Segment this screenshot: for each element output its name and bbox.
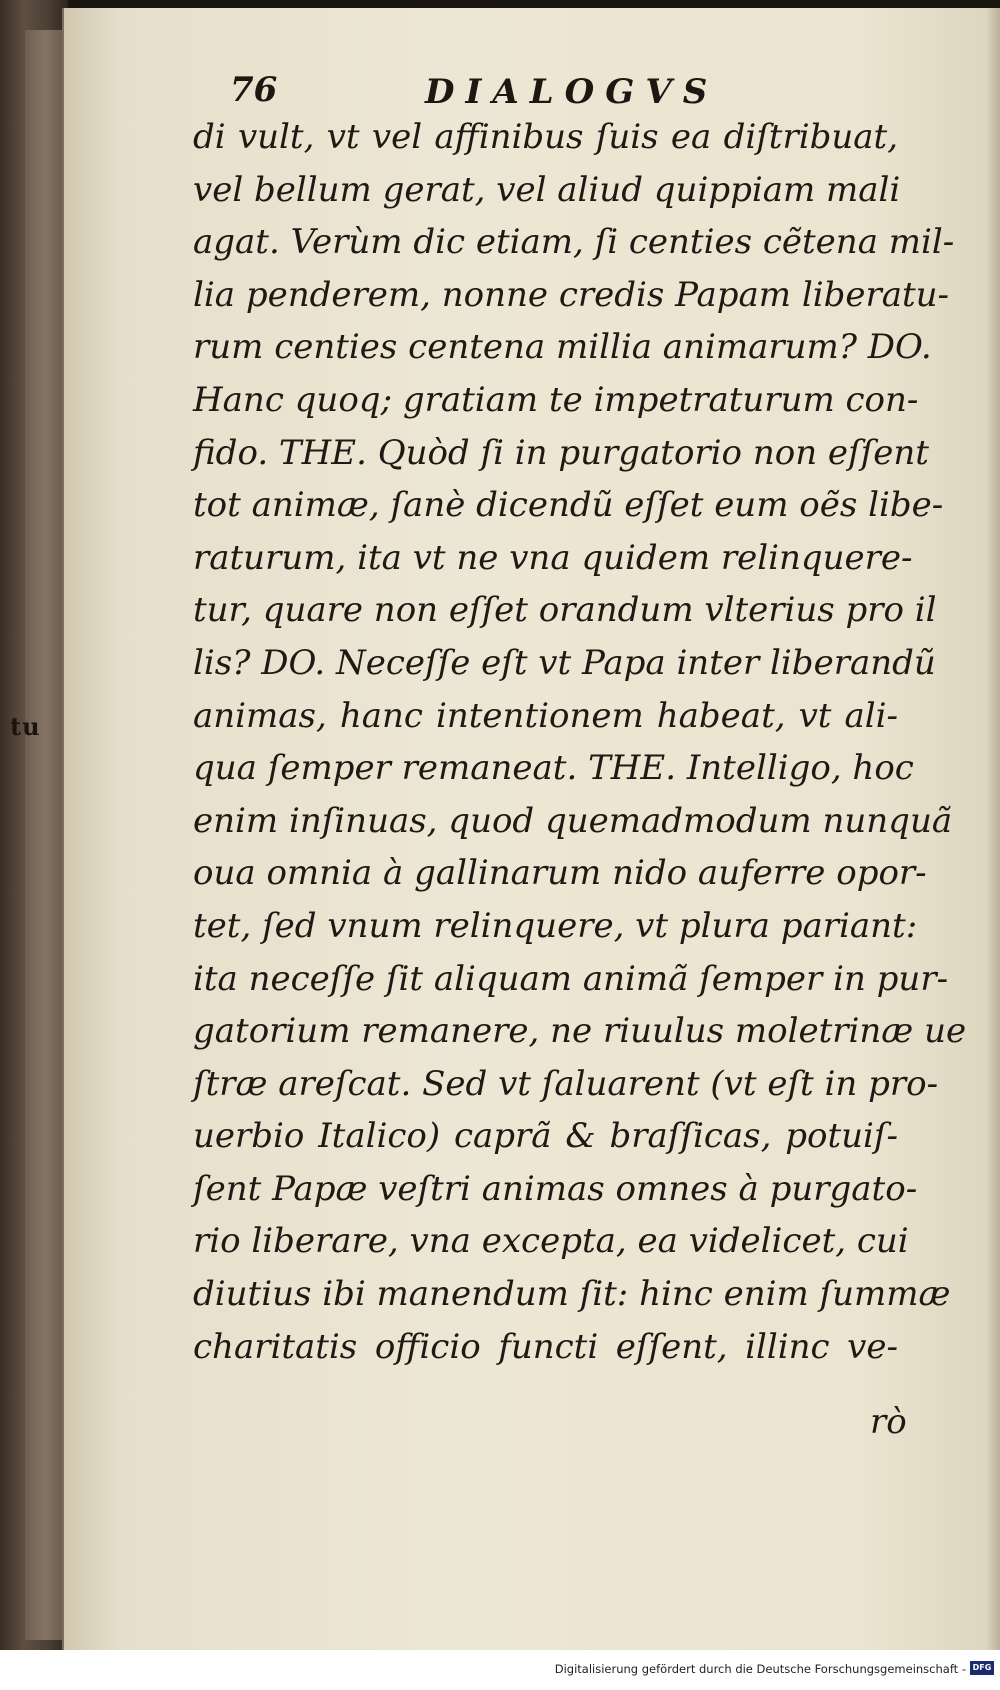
text-line: diutius ibi manendum ſit: hinc enim ſummæ xyxy=(193,1274,951,1315)
text-line: Hanc quoq; gratiam te impetraturum con- xyxy=(193,379,919,420)
margin-fragment: tu xyxy=(10,712,41,741)
page-number: 76 xyxy=(230,70,278,110)
text-line: oua omnia à gallinarum nido auferre opor- xyxy=(193,853,927,894)
text-line: tur, quare non eſſet orandum vlterius pro il xyxy=(193,590,937,631)
text-line: ſtræ areſcat. Sed vt ſaluarent (vt eſt in pro- xyxy=(193,1063,939,1104)
digitization-credit: Digitalisierung gefördert durch die Deutsche Forschungsgemeinschaft - xyxy=(554,1662,966,1676)
body-text xyxy=(193,111,967,1373)
running-head: DIALOGVS xyxy=(425,72,719,112)
text-line: qua ſemper remaneat. THE. Intelligo, hoc xyxy=(193,748,914,789)
text-line: uerbio Italico) caprã & braſſicas, potuiſ- xyxy=(193,1116,898,1157)
text-line: agat. Verùm dic etiam, ſi centies cẽtena mil- xyxy=(193,222,955,263)
text-line: ſent Papæ veſtri animas omnes à purgato- xyxy=(193,1168,918,1209)
text-line: ita neceſſe ſit aliquam animã ſemper in pur- xyxy=(193,958,949,999)
text-line: tet, ſed vnum relinquere, vt plura pariant: xyxy=(193,905,918,946)
catchword: rò xyxy=(870,1402,907,1442)
text-line: di vult, vt vel affinibus ſuis ea diſtribuat, xyxy=(193,117,898,157)
text-line: gatorium remanere, ne riuulus moletrinæ ue xyxy=(193,1011,967,1052)
text-line: rio liberare, vna excepta, ea videlicet, cui xyxy=(193,1221,909,1262)
text-line: charitatis officio functi eſſent, illinc ve- xyxy=(193,1326,898,1367)
text-line: rum centies centena millia animarum? DO. xyxy=(193,327,932,368)
text-line: enim inſinuas, quod quemadmodum nunquã xyxy=(193,800,953,841)
text-line: raturum, ita vt ne vna quidem relinquere- xyxy=(193,537,913,578)
book-binding xyxy=(0,0,68,1650)
text-line: tot animæ, ſanè dicendũ eſſet eum oẽs libe- xyxy=(193,485,944,526)
footer-bar xyxy=(0,1650,1000,1690)
text-line: animas, hanc intentionem habeat, vt ali- xyxy=(193,695,898,736)
text-line: fido. THE. Quòd ſi in purgatorio non eſſent xyxy=(193,432,929,473)
text-line: lia penderem, nonne credis Papam liberatu- xyxy=(193,274,950,315)
text-line: vel bellum gerat, vel aliud quippiam mali xyxy=(193,169,901,210)
text-line: lis? DO. Neceſſe eſt vt Papa inter liberandũ xyxy=(193,642,936,683)
dfg-logo: DFG xyxy=(970,1661,994,1675)
page-edge xyxy=(986,8,1000,1650)
